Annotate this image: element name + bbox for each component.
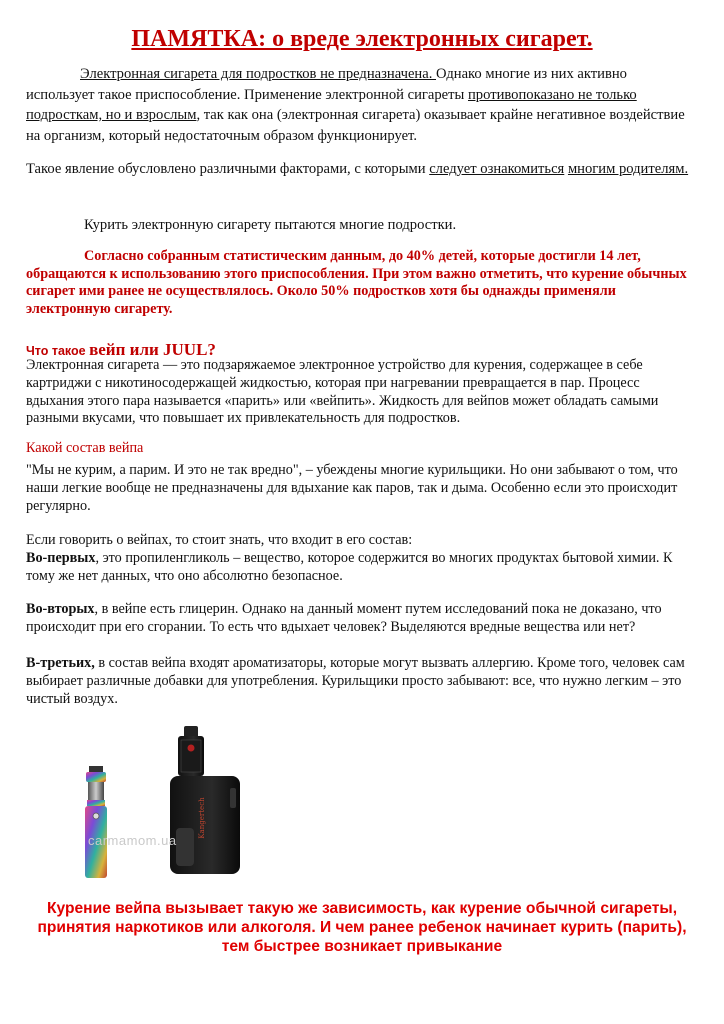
conclusion-line-3: тем быстрее возникает привыкание bbox=[221, 938, 503, 956]
intro-underlined-2: противопоказано не только подросткам, но и взрослым bbox=[26, 86, 637, 123]
conclusion-line-1: Курение вейпа вызывает такую же зависимость, как курение обычной сигареты, bbox=[46, 900, 678, 917]
intro-underlined-4: многим родителям. bbox=[567, 161, 689, 177]
image-watermark: carmamom.ua bbox=[88, 833, 177, 848]
first-text: , это пропиленгликоль – вещество, которое содержится во многих продуктах бытовой химии. К тому же нет данных, что оно абсолютно безопасное. bbox=[26, 549, 673, 584]
what-is-vape-text: Электронная сигарета — это подзаряжаемое электронное устройство для курения, содержащее в себе картриджи с никотиносодержащей жидкостью, которая при нагревании превращается в пар. Процесс вдыхания этого пара называется «парить» или «вейпить». Жидкость для вейпов может обладать самыми разными вкусами, что повышает их привлекательность для подростков. bbox=[26, 357, 659, 427]
vape-devices-image bbox=[60, 718, 260, 888]
pen-vape bbox=[85, 766, 107, 878]
conclusion-warning bbox=[0, 899, 724, 957]
first-label: Во-первых bbox=[26, 549, 96, 566]
intro-paragraph-2 bbox=[26, 159, 698, 180]
composition-lead-text: Если говорить о вейпах, то стоит знать, что входит в его состав: bbox=[26, 532, 413, 548]
composition-heading: Какой состав вейпа bbox=[26, 440, 144, 456]
box-mod-vape bbox=[170, 726, 240, 874]
heading-prefix: Что такое bbox=[26, 344, 90, 358]
heading-main: вейп или JUUL? bbox=[89, 340, 216, 359]
composition-lead bbox=[26, 532, 698, 585]
intro-paragraph-1 bbox=[26, 64, 698, 146]
vape-devices-illustration bbox=[60, 718, 260, 888]
intro-text-3: Такое явление обусловлено различными факторами, с которыми bbox=[26, 161, 430, 177]
intro-underlined-1: Электронная сигарета для подростков не предназначена. bbox=[80, 66, 436, 82]
composition-quote: "Мы не курим, а парим. И это не так вредно", – убеждены многие курильщики. Но они забывают о том, что наши легкие вообще не предназначены для вдыхание как паров, так и дыма. Особенно если это происходит регулярно. bbox=[26, 462, 678, 514]
intro-text-2: , так как она (электронная сигарета) оказывает крайне негативное воздействие на организм, который недостаточным образом функционирует. bbox=[26, 107, 685, 144]
statistics-paragraph: Согласно собранным статистическим данным, до 40% детей, которые достигли 14 лет, обращаются к использованию этого приспособления. При этом важно отметить, что курение обычных сигарет ими ранее не осуществлялось. Около 50% подростков хотя бы однажды применяли электронную сигарету. bbox=[26, 248, 687, 317]
page-title: ПАМЯТКА: о вреде электронных сигарет. bbox=[131, 26, 593, 52]
second-text: , в вейпе есть глицерин. Однако на данный момент путем исследований пока не доказано, что происходит при его сгорании. То есть что вдыхает человек? Выделяются вредные вещества или нет? bbox=[26, 601, 662, 635]
third-label: В-третьих, bbox=[26, 655, 95, 671]
composition-second bbox=[26, 601, 698, 637]
intro-text-1: Однако многие из них активно использует такое приспособление. Применение электронной сигареты bbox=[26, 66, 627, 103]
intro-paragraph-3: Курить электронную сигарету пытаются многие подростки. bbox=[84, 217, 457, 233]
second-label: Во-вторых bbox=[26, 601, 95, 617]
box-brand-label: Kangertech bbox=[198, 797, 206, 839]
third-text: в состав вейпа входят ароматизаторы, которые могут вызвать аллергию. Кроме того, человек сам выбирает различные добавки для употребления. Курильщики просто забывают: все, что нужно легким – это чистый воздух. bbox=[26, 655, 685, 707]
conclusion-line-2: принятия наркотиков или алкоголя. И чем ранее ребенок начинает курить (парить), bbox=[37, 919, 687, 937]
composition-third bbox=[26, 655, 698, 708]
intro-underlined-3: следует ознакомиться bbox=[429, 161, 565, 177]
